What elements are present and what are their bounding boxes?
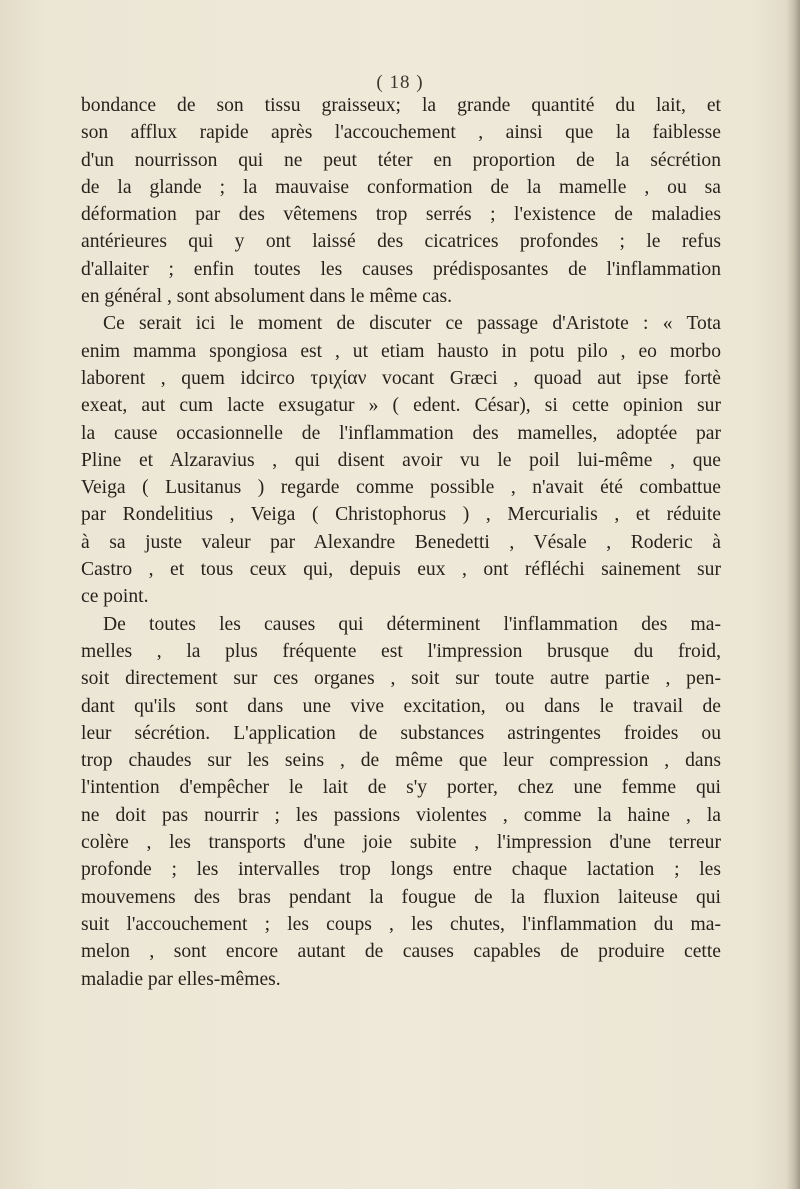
text-line: en général , sont absolument dans le même cas.	[81, 286, 453, 308]
body-text	[81, 92, 721, 993]
text-line: l'intention d'empêcher le lait de s'y porter, chez une femme qui	[81, 777, 721, 799]
text-line: son afflux rapide après l'accouchement , ainsi que la faiblesse	[81, 122, 721, 144]
text-line: profonde ; les intervalles trop longs entre chaque lactation ; les	[81, 859, 721, 881]
page-edge-shadow	[786, 0, 800, 1189]
text-line: enim mamma spongiosa est , ut etiam hausto in potu pilo , eo morbo	[81, 340, 721, 362]
text-line: maladie par elles-mêmes.	[81, 968, 281, 990]
text-line: d'allaiter ; enfin toutes les causes prédisposantes de l'inflammation	[81, 258, 721, 280]
text-line: melles , la plus fréquente est l'impression brusque du froid,	[81, 640, 721, 662]
text-line: De toutes les causes qui déterminent l'inflammation des ma-	[103, 613, 721, 635]
text-line: exeat, aut cum lacte exsugatur » ( edent. César), si cette opinion sur	[81, 395, 721, 417]
text-line: Castro , et tous ceux qui, depuis eux , ont réfléchi sainement sur	[81, 559, 721, 581]
text-line: à sa juste valeur par Alexandre Benedetti , Vésale , Roderic à	[81, 531, 721, 553]
text-line: par Rondelitius , Veiga ( Christophorus ) , Mercurialis , et réduite	[81, 504, 721, 526]
text-line: de la glande ; la mauvaise conformation de la mamelle , ou sa	[81, 176, 721, 198]
text-line: mouvemens des bras pendant la fougue de la fluxion laiteuse qui	[81, 886, 721, 908]
text-line: antérieures qui y ont laissé des cicatrices profondes ; le refus	[81, 231, 721, 253]
text-line: Ce serait ici le moment de discuter ce passage d'Aristote : « Tota	[103, 313, 721, 335]
text-line: suit l'accouchement ; les coups , les chutes, l'inflammation du ma-	[81, 913, 721, 935]
text-line: dant qu'ils sont dans une vive excitation, ou dans le travail de	[81, 695, 721, 717]
text-line: Veiga ( Lusitanus ) regarde comme possible , n'avait été combattue	[81, 477, 721, 499]
text-line: colère , les transports d'une joie subite , l'impression d'une terreur	[81, 832, 721, 854]
text-line: ne doit pas nourrir ; les passions violentes , comme la haine , la	[81, 804, 721, 826]
text-line: soit directement sur ces organes , soit sur toute autre partie , pen-	[81, 668, 721, 690]
text-line: d'un nourrisson qui ne peut téter en proportion de la sécrétion	[81, 149, 721, 171]
text-line: la cause occasionnelle de l'inflammation des mamelles, adoptée par	[81, 422, 721, 444]
text-line: ce point.	[81, 586, 149, 608]
text-line: trop chaudes sur les seins , de même que leur compression , dans	[81, 750, 721, 772]
text-line: leur sécrétion. L'application de substances astringentes froides ou	[81, 722, 721, 744]
text-line: laborent , quem idcirco τριχίαν vocant Græci , quoad aut ipse fortè	[81, 367, 721, 389]
text-line: Pline et Alzaravius , qui disent avoir vu le poil lui-même , que	[81, 449, 721, 471]
page-number: ( 18 )	[376, 72, 424, 93]
text-line: déformation par des vêtemens trop serrés ; l'existence de maladies	[81, 204, 721, 226]
text-line: melon , sont encore autant de causes capables de produire cette	[81, 941, 721, 963]
text-line: bondance de son tissu graisseux; la grande quantité du lait, et	[81, 95, 721, 116]
